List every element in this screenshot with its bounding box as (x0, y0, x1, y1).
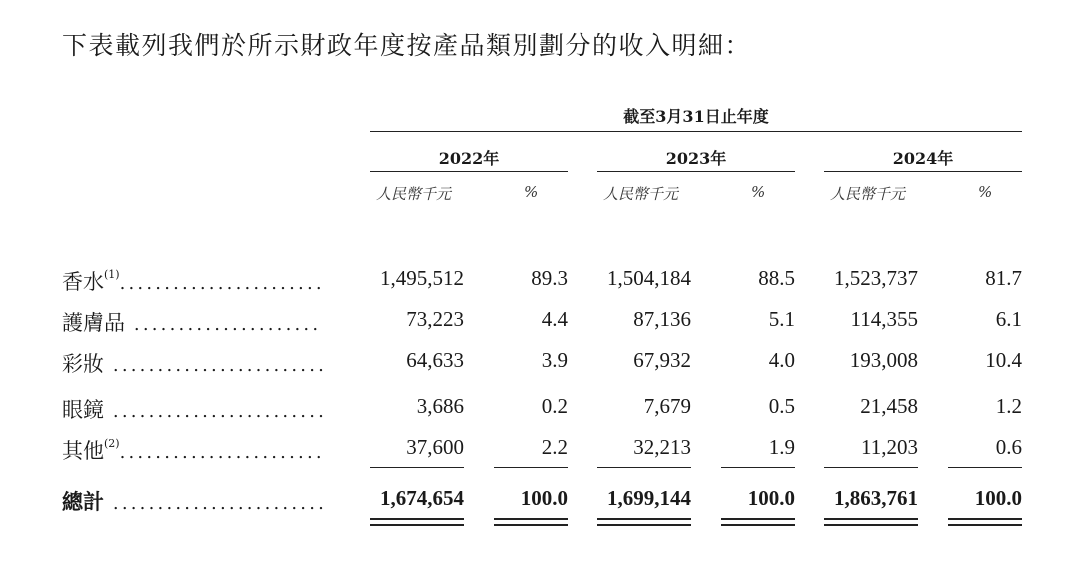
cell: 7,679 (643, 394, 691, 418)
total-cell: 1,699,144 (607, 486, 691, 510)
cell: 3.9 (541, 348, 568, 372)
year-header-2023: 2023年 (665, 149, 727, 168)
subtotal-underline (370, 467, 464, 468)
total-double-underline (494, 518, 568, 526)
cell: 4.4 (541, 307, 568, 331)
cell: 1,504,184 (607, 266, 691, 290)
total-double-underline (948, 518, 1022, 526)
cell: 81.7 (985, 266, 1022, 290)
unit-rmb-2023: 人民幣千元 (603, 185, 679, 203)
cell: 89.3 (531, 266, 568, 290)
period-underline (370, 131, 1022, 132)
total-cell: 1,863,761 (834, 486, 918, 510)
cell: 0.6 (995, 435, 1022, 459)
cell: 2.2 (541, 435, 568, 459)
total-cell: 100.0 (747, 486, 795, 510)
cell: 0.5 (768, 394, 795, 418)
row-label-skincare: 護膚品 ..................... (62, 311, 322, 335)
row-label-eyewear: 眼鏡 ........................ (62, 398, 328, 422)
row-label-total: 總計 ........................ (62, 489, 328, 514)
cell: 87,136 (633, 307, 691, 331)
total-cell: 100.0 (974, 486, 1022, 510)
cell: 67,932 (633, 348, 691, 372)
cell: 4.0 (768, 348, 795, 372)
unit-pct-2022: % (524, 183, 539, 201)
cell: 32,213 (633, 435, 691, 459)
cell: 10.4 (985, 348, 1022, 372)
total-cell: 100.0 (520, 486, 568, 510)
cell: 1,495,512 (380, 266, 464, 290)
year-underline-2022 (370, 171, 568, 172)
cell: 0.2 (541, 394, 568, 418)
subtotal-underline (824, 467, 918, 468)
period-header: 截至3月31日止年度 (623, 107, 769, 126)
year-underline-2023 (597, 171, 795, 172)
row-label-perfume: 香水$^{(1)}$....................... (62, 268, 325, 294)
footnote-1: (1) (104, 268, 120, 281)
subtotal-underline (721, 467, 795, 468)
subtotal-underline (494, 467, 568, 468)
cell: 37,600 (406, 435, 464, 459)
row-label-others: 其他$^{(2)}$....................... (62, 437, 325, 463)
cell: 3,686 (416, 394, 464, 418)
total-cell: 1,674,654 (380, 486, 464, 510)
year-header-2022: 2022年 (438, 149, 500, 168)
total-double-underline (597, 518, 691, 526)
total-double-underline (721, 518, 795, 526)
year-underline-2024 (824, 171, 1022, 172)
cell: 64,633 (406, 348, 464, 372)
cell: 193,008 (849, 348, 918, 372)
cell: 73,223 (406, 307, 464, 331)
footnote-2: (2) (104, 437, 120, 450)
subtotal-underline (597, 467, 691, 468)
total-double-underline (824, 518, 918, 526)
cell: 1,523,737 (834, 266, 918, 290)
cell: 88.5 (758, 266, 795, 290)
cell: 6.1 (995, 307, 1022, 331)
cell: 21,458 (860, 394, 918, 418)
subtotal-underline (948, 467, 1022, 468)
cell: 1.9 (768, 435, 795, 459)
cell: 11,203 (861, 435, 918, 459)
cell: 114,355 (850, 307, 918, 331)
intro-text: 下表載列我們於所示財政年度按產品類別劃分的收入明細： (62, 31, 752, 60)
unit-pct-2023: % (751, 183, 766, 201)
cell: 5.1 (768, 307, 795, 331)
total-double-underline (370, 518, 464, 526)
unit-pct-2024: % (978, 183, 993, 201)
unit-rmb-2024: 人民幣千元 (830, 185, 906, 203)
cell: 1.2 (995, 394, 1022, 418)
row-label-makeup: 彩妝 ........................ (62, 352, 328, 376)
year-header-2024: 2024年 (892, 149, 954, 168)
unit-rmb-2022: 人民幣千元 (376, 185, 452, 203)
